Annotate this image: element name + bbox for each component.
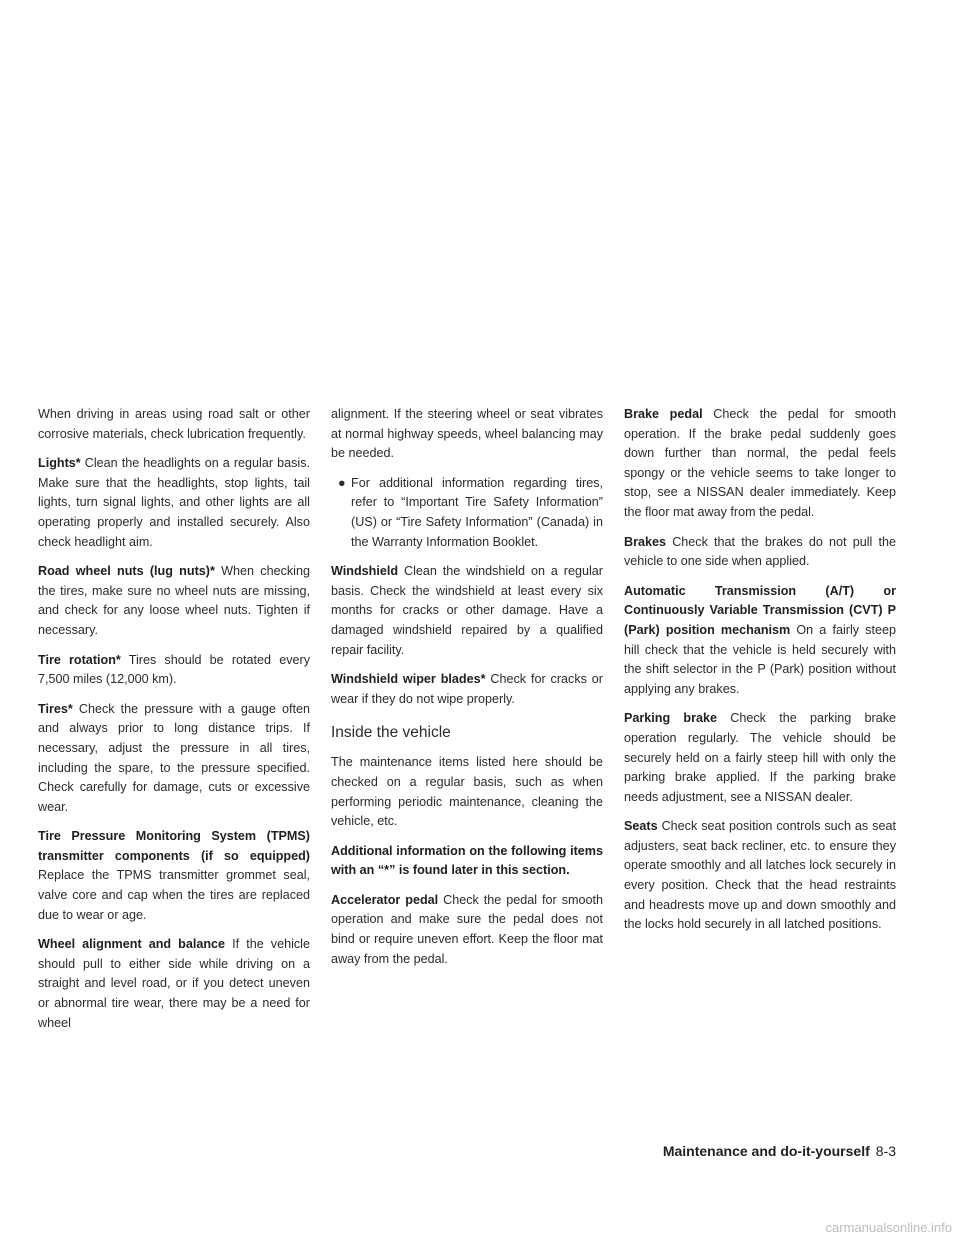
item-brake-pedal bbox=[624, 405, 896, 523]
item-term: Automatic Transmission (A/T) or Continuously Variable Transmission (CVT) P (Park) position mechanism bbox=[624, 583, 896, 637]
item-parking-brake bbox=[624, 709, 896, 807]
item-term: Parking brake bbox=[624, 711, 718, 726]
item-text: Tires should be rotated every 7,500 miles (12,000 km). bbox=[38, 652, 310, 687]
item-term: Road wheel nuts (lug nuts)* bbox=[38, 564, 215, 579]
item-tire-rotation bbox=[38, 651, 310, 690]
item-tires bbox=[38, 700, 310, 818]
item-wheel-alignment bbox=[38, 935, 310, 1033]
item-accelerator-pedal bbox=[331, 891, 603, 969]
item-term: Accelerator pedal bbox=[331, 892, 439, 907]
bullet-list-item bbox=[331, 474, 603, 552]
continuation-paragraph: alignment. If the steering wheel or seat vibrates at normal highway speeds, wheel balancing may be needed. bbox=[331, 407, 603, 461]
section-intro-paragraph: The maintenance items listed here should be checked on a regular basis, such as when performing periodic maintenance, cleaning the vehicle, etc. bbox=[331, 755, 603, 829]
item-text: Clean the headlights on a regular basis. Make sure that the headlights, stop lights, tail lights, turn signal lights, and other lights are all operating properly and installed securely. Also check headlight aim. bbox=[38, 456, 311, 549]
item-text: On a fairly steep hill check that the vehicle is held securely with the shift selector in the P (Park) position without applying any brakes. bbox=[624, 622, 896, 696]
watermark: carmanualsonline.info bbox=[825, 1220, 952, 1235]
item-term: Tires* bbox=[38, 701, 73, 716]
text-column-3 bbox=[624, 405, 896, 945]
item-term: Seats bbox=[624, 819, 658, 834]
item-text: Check the pedal for smooth operation and make sure the pedal does not bind or require uneven effort. Keep the floor mat away from the pedal. bbox=[331, 892, 604, 966]
footer-section-title: Maintenance and do-it-yourself bbox=[662, 1143, 870, 1159]
text-column-1 bbox=[38, 405, 310, 1043]
item-term: Windshield wiper blades* bbox=[331, 672, 486, 687]
item-text: Check seat position controls such as seat adjusters, seat back recliner, etc. to ensure they operate smoothly and all latches lock securely in every position. Check that the head restraints and headrests move up and down smoothly and the locks hold securely in all latched positions. bbox=[624, 819, 896, 932]
page-number: 8-3 bbox=[875, 1143, 896, 1159]
item-term: Wheel alignment and balance bbox=[38, 937, 226, 952]
item-term: Tire Pressure Monitoring System (TPMS) transmitter components (if so equipped) bbox=[38, 829, 310, 863]
item-tpms bbox=[38, 827, 310, 925]
page-footer bbox=[600, 1143, 896, 1159]
bullet-icon: ● bbox=[338, 475, 346, 490]
text-column-2 bbox=[331, 405, 603, 979]
item-road-wheel-nuts bbox=[38, 562, 310, 640]
item-text: Check the pressure with a gauge often and always prior to long distance trips. If necessary, adjust the pressure in all tires, including the spare, to the pressure specified. Check carefully for damage, cuts or excessive wear. bbox=[38, 701, 311, 814]
item-windshield bbox=[331, 562, 603, 660]
item-text: Replace the TPMS transmitter grommet seal, valve core and cap when the tires are replaced due to wear or age. bbox=[38, 868, 310, 922]
item-text: Check for cracks or wear if they do not wipe properly. bbox=[331, 672, 603, 706]
item-text: Check the parking brake operation regularly. The vehicle should be securely held on a fairly steep hill with only the parking brake applied. If the parking brake needs adjustment, see a NISSAN dealer. bbox=[624, 711, 896, 804]
item-lights bbox=[38, 454, 310, 552]
item-term: Brake pedal bbox=[624, 407, 703, 421]
item-brakes bbox=[624, 533, 896, 572]
item-text: Clean the windshield on a regular basis. Check the windshield at least every six months for cracks or other damage. Have a damaged windshield repaired by a qualified repair facility. bbox=[331, 564, 603, 657]
item-term: Lights* bbox=[38, 456, 81, 471]
item-text: When checking the tires, make sure no wheel nuts are missing, and check for any loose wheel nuts. Tighten if necessary. bbox=[38, 564, 310, 637]
item-wiper-blades bbox=[331, 670, 603, 709]
item-text: Check the pedal for smooth operation. If the brake pedal suddenly goes down further than normal, the pedal feels spongy or the vehicle seems to take longer to stop, see a NISSAN dealer immediately. Keep the floor mat away from the pedal. bbox=[624, 407, 897, 519]
section-heading: Inside the vehicle bbox=[331, 724, 451, 742]
item-term: Windshield bbox=[331, 564, 399, 579]
item-park-mechanism bbox=[624, 582, 896, 700]
item-term: Tire rotation* bbox=[38, 652, 121, 667]
item-seats bbox=[624, 817, 896, 935]
bold-note-paragraph: Additional information on the following items with an “*” is found later in this section. bbox=[331, 843, 603, 878]
item-text: If the vehicle should pull to either side while driving on a straight and level road, or if you detect uneven or abnormal tire wear, there may be a need for wheel bbox=[38, 937, 310, 1030]
bullet-text: For additional information regarding tires, refer to “Important Tire Safety Information” (US) or “Tire Safety Information” (Canada) in the Warranty Information Booklet. bbox=[351, 475, 603, 549]
item-text: Check that the brakes do not pull the vehicle to one side when applied. bbox=[624, 534, 896, 569]
intro-paragraph: When driving in areas using road salt or other corrosive materials, check lubrication frequently. bbox=[38, 407, 310, 441]
item-term: Brakes bbox=[624, 534, 667, 549]
